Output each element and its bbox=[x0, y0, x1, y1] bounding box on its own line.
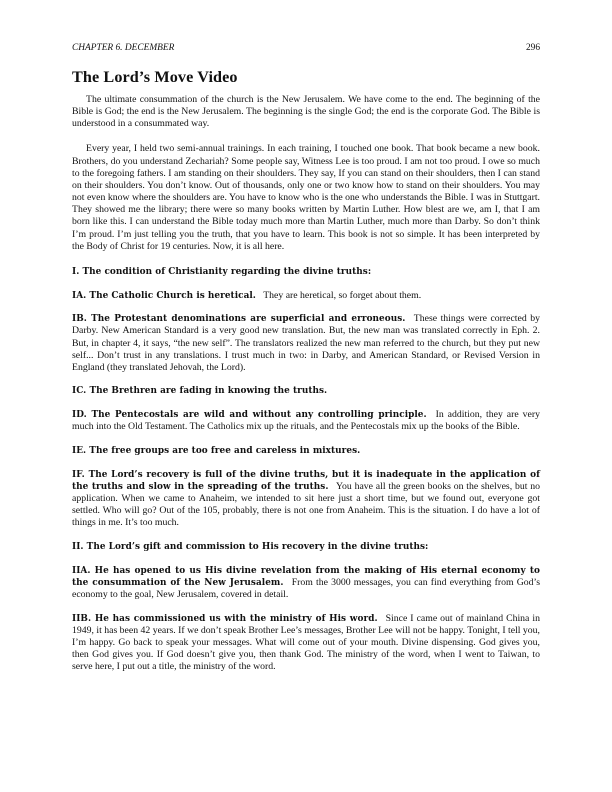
outline-heading: IC. The Brethren are fading in knowing the truths. bbox=[72, 386, 328, 397]
outline-heading: ID. The Pentecostals are wild and without any controlling principle. bbox=[72, 410, 427, 421]
outline-text: These things were corrected by Darby. New American Standard is a very good new translation. But, the new man was translated correctly in Eph. 2. But, in chapter 4, it says, “the new self”. The translators realized the new man referred to the church, but they put new self... Don’t trust in any translations. I trust much in two: in Darby, and American Standard, or Revised Version in England (they translated Jehovah, the Lord). bbox=[72, 313, 541, 373]
outline-heading: IF. The Lord’s recovery is full of the divine truths, but it is inadequate in the application of the truths and slow in the spreading of the truths. bbox=[72, 469, 540, 492]
intro-paragraph-1: The ultimate consummation of the church is the New Jerusalem. We have come to the end. The beginning of the Bible is God; the end is the New Jerusalem. The beginning is the single God; the end is the corporate God. The Bible is understood in a consummated way. bbox=[72, 94, 540, 130]
section-title: The Lord’s Move Video bbox=[72, 68, 238, 86]
chapter-label: CHAPTER 6. DECEMBER bbox=[72, 43, 175, 53]
intro-paragraph-2: Every year, I held two semi-annual trainings. In each training, I touched one book. That book became a new book. Brothers, do you understand Zechariah? Some people say, Witness Lee is too proud. I am not too proud. I owe so much to the foregoing fathers. I am standing on their shoulders. They say, If you can stand on their shoulders, then I can stand on their shoulders. You don’t know. Out of thousands, only one or two know how to stand on their shoulders. You may not even know where the shoulders are. You have to know who is the one who understands the Bible. I was in Stuttgart. They showed me the library; there were so many books written by Martin Luther. How blest are we, am I, that I am born like this. I can understand the Bible today much more than Martin Luther, much more than Darby. So don’t think I’m proud. I’m just telling you the truth, that you have to learn. This book is not so simple. It has been interpreted by the Body of Christ for 19 centuries. Now, it is all here. bbox=[72, 143, 540, 252]
outline-heading: IIB. He has commissioned us with the ministry of His word. bbox=[72, 613, 378, 624]
outline-item-II bbox=[72, 541, 540, 553]
outline-heading: IIA. He has opened to us His divine revelation from the making of His eternal economy to the consummation of the New Jerusalem. bbox=[72, 565, 540, 588]
outline-item-IA bbox=[72, 290, 540, 302]
outline-text: In addition, they are very much into the Old Testament. The Catholics mix up the rituals, and the Pentecostals mix up the books of the Bible. bbox=[72, 409, 540, 433]
outline-item-IIB bbox=[72, 613, 540, 674]
outline-item-IF bbox=[72, 469, 540, 530]
outline-heading: I. The condition of Christianity regarding the divine truths: bbox=[72, 266, 372, 277]
outline-item-ID bbox=[72, 409, 540, 433]
outline-heading: IE. The free groups are too free and careless in mixtures. bbox=[72, 445, 361, 456]
outline-heading: II. The Lord’s gift and commission to His recovery in the divine truths: bbox=[72, 541, 429, 552]
outline-item-IB bbox=[72, 313, 540, 374]
page-number: 296 bbox=[525, 43, 540, 53]
running-head bbox=[72, 42, 540, 54]
outline-heading: IB. The Protestant denominations are superficial and erroneous. bbox=[72, 314, 406, 325]
outline-item-IE bbox=[72, 445, 540, 457]
outline-heading: IA. The Catholic Church is heretical. bbox=[72, 290, 256, 301]
outline-text: You have all the green books on the shelves, but no application. When we came to Anaheim, we intended to sit here just a short time, but we found out, everyone got settled. Who will go? Out of the 105, probably, there is not one from Anaheim. This is the situation. I do have a lot of things in me. It’s too much. bbox=[72, 480, 540, 529]
outline-item-IIA bbox=[72, 565, 540, 601]
outline-text: They are heretical, so forget about them. bbox=[263, 289, 422, 301]
outline-text: Since I came out of mainland China in 1949, it has been 42 years. If we don’t speak Brother Lee’s messages, Brother Lee will not be happy. Tonight, I tell you, I’m happy. Go back to speak your messages. What will come out of your mouth. Divine dispensing. God gives you, then God gives you. If God doesn’t give you, then thank God. The ministry of the word, when I went to Taiwan, to serve here, I put out a title, the ministry of the word. bbox=[72, 612, 540, 673]
document-page bbox=[72, 42, 540, 673]
outline-text: From the 3000 messages, you can find everything from God’s economy to the goal, New Jerusalem, covered in detail. bbox=[72, 576, 541, 600]
outline-item-IC bbox=[72, 385, 540, 397]
outline-item-I bbox=[72, 266, 540, 278]
